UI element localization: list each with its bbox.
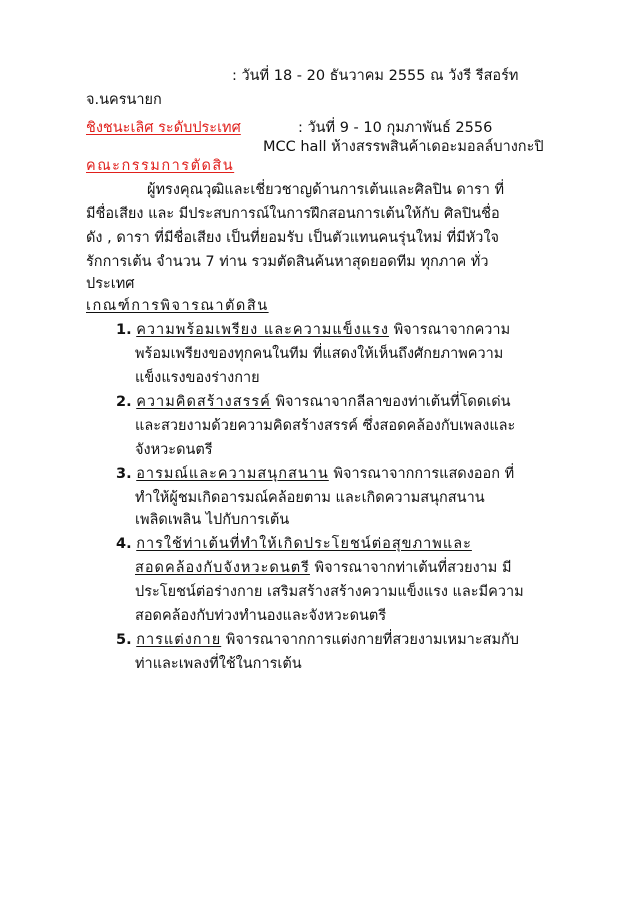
judges-text-line: ดัง , ดารา ที่มีชื่อเสียง เป็นที่ยอมรับ เป็นตัวแทนคนรุ่นใหม่ ที่มีหัวใจ bbox=[86, 230, 500, 246]
criteria-title: การใช้ท่าเต้นที่ทำให้เกิดประโยชน์ต่อสุขภาพและ bbox=[136, 536, 472, 552]
criteria-item-2 bbox=[116, 392, 511, 412]
criteria-desc: พิจารณาจากลีลาของท่าเต้นที่โดดเด่น bbox=[270, 394, 511, 410]
criteria-item-1 bbox=[116, 320, 510, 340]
judges-text-line: รักการเต้น จำนวน 7 ท่าน รวมตัดสินค้นหาสุดยอดทีม ทุกภาค ทั่ว bbox=[86, 254, 489, 270]
criteria-desc-line: ท่าและเพลงที่ใช้ในการเต้น bbox=[135, 656, 302, 672]
criteria-number: 3. bbox=[116, 466, 132, 482]
criteria-desc-line: สอดคล้องกับท่วงทำนองและจังหวะดนตรี bbox=[135, 608, 387, 624]
judges-text-line: ประเทศ bbox=[86, 276, 135, 292]
criteria-desc-line: และสวยงามด้วยความคิดสร้างสรรค์ ซึ่งสอดคล้องกับเพลงและ bbox=[135, 418, 516, 434]
criteria-desc-line: เพลิดเพลิน ไปกับการเต้น bbox=[135, 512, 290, 528]
event-date-line: : วันที่ 18 - 20 ธันวาคม 2555 ณ วังรี รีสอร์ท bbox=[232, 68, 519, 84]
criteria-heading: เกณฑ์การพิจารณาตัดสิน bbox=[86, 298, 269, 314]
criteria-desc-line: พร้อมเพรียงของทุกคนในทีม ที่แสดงให้เห็นถึงศักยภาพความ bbox=[135, 346, 504, 362]
criteria-title-continued: สอดคล้องกับจังหวะดนตรี bbox=[135, 560, 310, 576]
criteria-desc: พิจารณาจากท่าเต้นที่สวยงาม มี bbox=[309, 560, 512, 576]
criteria-desc-line: แข็งแรงของร่างกาย bbox=[135, 370, 260, 386]
criteria-title: ความคิดสร้างสรรค์ bbox=[136, 394, 271, 410]
criteria-number: 5. bbox=[116, 632, 132, 648]
final-round-label: ชิงชนะเลิศ ระดับประเทศ bbox=[86, 120, 241, 136]
criteria-desc: พิจารณาจากการแสดงออก ที่ bbox=[328, 466, 515, 482]
criteria-title: การแต่งกาย bbox=[136, 632, 222, 648]
criteria-desc-line: จังหวะดนตรี bbox=[135, 442, 213, 458]
criteria-item-3 bbox=[116, 464, 514, 484]
criteria-item-4 bbox=[116, 534, 472, 554]
criteria-number: 2. bbox=[116, 394, 132, 410]
criteria-title-line-2 bbox=[135, 558, 512, 578]
criteria-desc: พิจารณาจากการแต่งกายที่สวยงามเหมาะสมกับ bbox=[221, 632, 519, 648]
final-round-venue: MCC hall ห้างสรรพสินค้าเดอะมอลล์บางกะปิ bbox=[263, 139, 544, 155]
criteria-desc-line: ประโยชน์ต่อร่างกาย เสริมสร้างสร้างความแข็งแรง และมีความ bbox=[135, 584, 524, 600]
criteria-title: ความพร้อมเพรียง และความแข็งแรง bbox=[136, 322, 389, 338]
criteria-desc: พิจารณาจากความ bbox=[388, 322, 511, 338]
judges-text-line: ผู้ทรงคุณวุฒิและเชี่ยวชาญด้านการเต้นและศิลปิน ดารา ที่ bbox=[147, 182, 505, 198]
judges-text-line: มีชื่อเสียง และ มีประสบการณ์ในการฝึกสอนการเต้นให้กับ ศิลปินชื่อ bbox=[86, 206, 500, 222]
criteria-item-5 bbox=[116, 630, 519, 650]
criteria-number: 1. bbox=[116, 322, 132, 338]
final-round-date: : วันที่ 9 - 10 กุมภาพันธ์ 2556 bbox=[298, 120, 493, 136]
criteria-title: อารมณ์และความสนุกสนาน bbox=[136, 466, 329, 482]
event-location-line: จ.นครนายก bbox=[86, 92, 162, 108]
criteria-desc-line: ทำให้ผู้ชมเกิดอารมณ์คล้อยตาม และเกิดความสนุกสนาน bbox=[135, 490, 485, 506]
judges-heading: คณะกรรมการตัดสิน bbox=[86, 158, 235, 174]
criteria-number: 4. bbox=[116, 536, 132, 552]
